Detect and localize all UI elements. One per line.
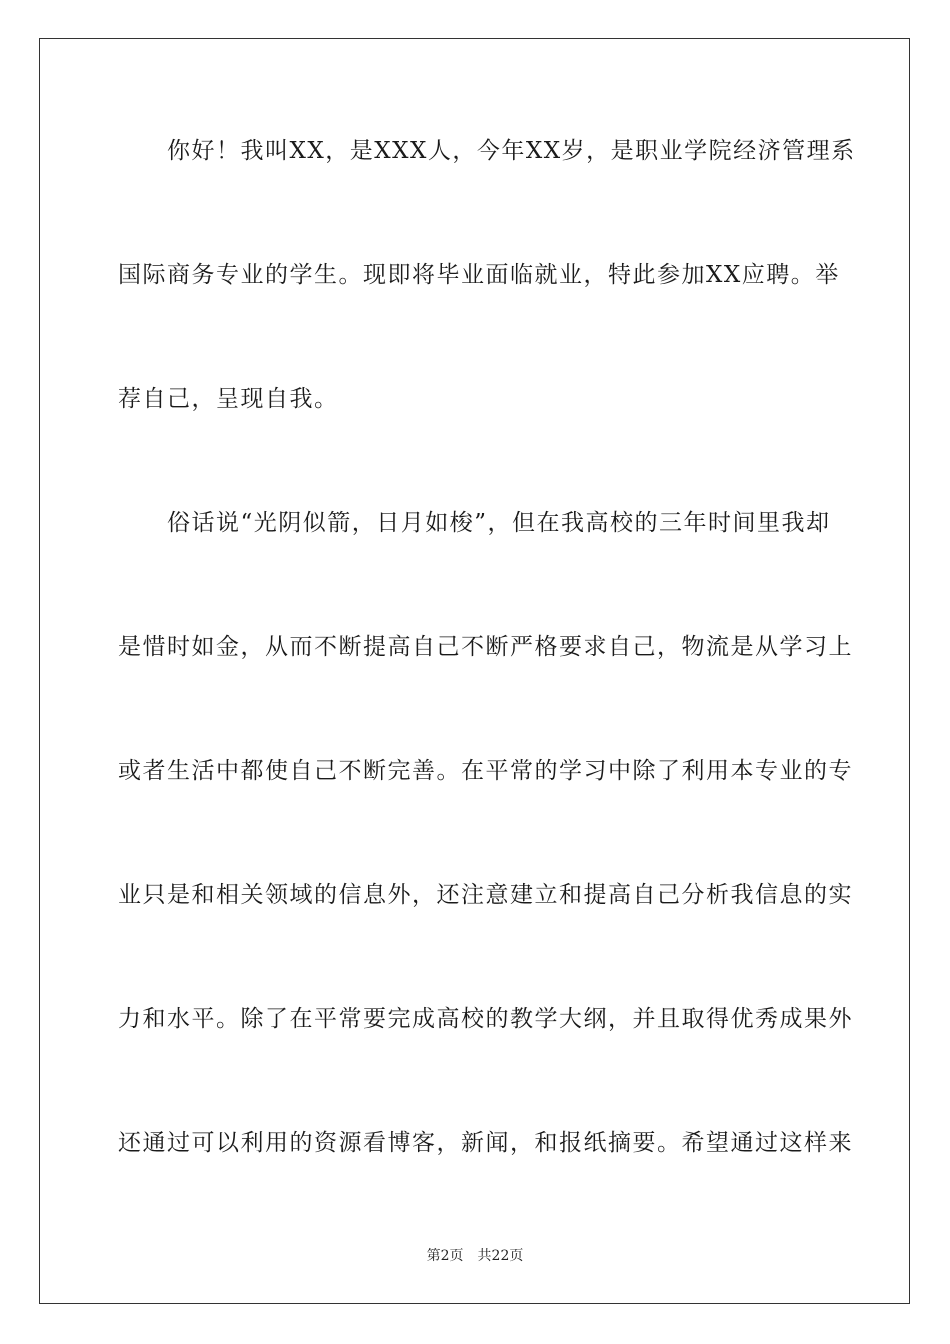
page-border [39,38,910,1304]
page-number: 第2页 [426,1248,464,1264]
text-line: 荐自己，呈现自我。 [118,386,339,412]
page-footer [0,1246,950,1266]
text-line: 国际商务专业的学生。现即将毕业面临就业，特此参加XX应聘。举 [118,262,840,288]
text-line: 你好！我叫XX，是XXX人，今年XX岁，是职业学院经济管理系 [118,138,856,164]
text-line: 力和水平。除了在平常要完成高校的教学大纲，并且取得优秀成果外 [118,1006,853,1032]
text-line: 业只是和相关领域的信息外，还注意建立和提高自己分析我信息的实 [118,882,853,908]
text-line: 还通过可以利用的资源看博客，新闻，和报纸摘要。希望通过这样来 [118,1130,853,1156]
text-line: 俗话说“光阴似箭，日月如梭”，但在我高校的三年时间里我却 [118,510,831,536]
page-total: 共22页 [477,1248,524,1264]
text-line: 是惜时如金，从而不断提高自己不断严格要求自己，物流是从学习上 [118,634,853,660]
text-line: 或者生活中都使自己不断完善。在平常的学习中除了利用本专业的专 [118,758,853,784]
